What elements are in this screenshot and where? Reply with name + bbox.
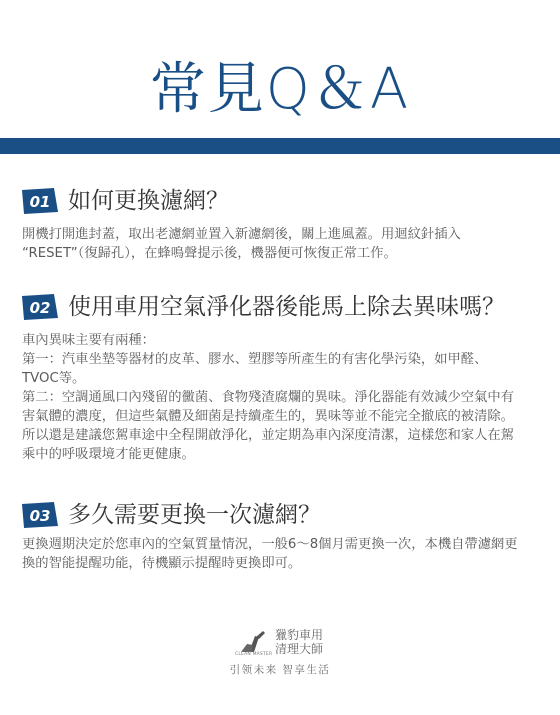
- answer-line: 更換週期決定於您車內的空氣質量情況，一般6～8個月需更換一次，本機自帶濾網更: [22, 537, 518, 552]
- slogan: 引领未来 智享生活: [229, 664, 331, 676]
- header-divider-bar: [0, 138, 560, 154]
- brand-logo: [235, 628, 323, 656]
- number-badge-icon: [20, 292, 60, 322]
- faq-answer-1: [22, 225, 556, 263]
- answer-line: 換的智能提醒功能，待機顯示提醒時更換即可。: [22, 556, 302, 571]
- faq-question-2: [20, 292, 505, 322]
- answer-line: 第二：空調通風口內殘留的黴菌、食物殘渣腐爛的異味。淨化器能有效減少空氣中有: [22, 390, 514, 405]
- answer-line: 車內異味主要有兩種：: [22, 333, 155, 348]
- answer-line: 乘中的呼吸環境才能更健康。: [22, 447, 195, 462]
- brand-name: [275, 628, 323, 656]
- brand-english: CLEAN MASTER: [235, 652, 273, 657]
- brand-line-2: 清理大師: [275, 642, 324, 656]
- answer-line: “RESET”（復歸孔），在蜂鳴聲提示後，機器便可恢復正常工作。: [22, 246, 397, 261]
- page-title: 常見Q＆A: [149, 57, 411, 122]
- answer-line: TVOC等。: [22, 371, 86, 386]
- answer-line: 開機打開進封蓋，取出老濾網並置入新濾網後，關上進風蓋。用迴紋針插入: [22, 227, 461, 242]
- badge-number: 01: [29, 193, 51, 211]
- faq-question-1: [20, 186, 229, 216]
- answer-line: 第一：汽車坐墊等器材的皮革、膠水、塑膠等所產生的有害化學污染，如甲醛、: [22, 352, 488, 367]
- brand-line-1: 獵豹車用: [275, 628, 324, 642]
- answer-line: 害氣體的濃度，但這些氣體及細菌是持續產生的，異味等並不能完全撤底的被清除。: [22, 409, 514, 424]
- question-title: 如何更換濾網？: [68, 188, 229, 214]
- question-title: 多久需要更換一次濾網？: [68, 502, 321, 528]
- faq-question-3: [20, 500, 321, 530]
- badge-number: 03: [29, 507, 51, 525]
- number-badge-icon: [20, 186, 60, 216]
- number-badge-icon: [20, 500, 60, 530]
- answer-line: 所以還是建議您駕車途中全程開啟淨化，並定期為車內深度清潔，這樣您和家人在駕: [22, 428, 514, 443]
- badge-number: 02: [29, 299, 51, 317]
- faq-answer-2: [22, 331, 556, 464]
- question-title: 使用車用空氣淨化器後能馬上除去異味嗎？: [68, 294, 505, 320]
- broom-logo-icon: [235, 630, 271, 654]
- faq-answer-3: [22, 535, 556, 573]
